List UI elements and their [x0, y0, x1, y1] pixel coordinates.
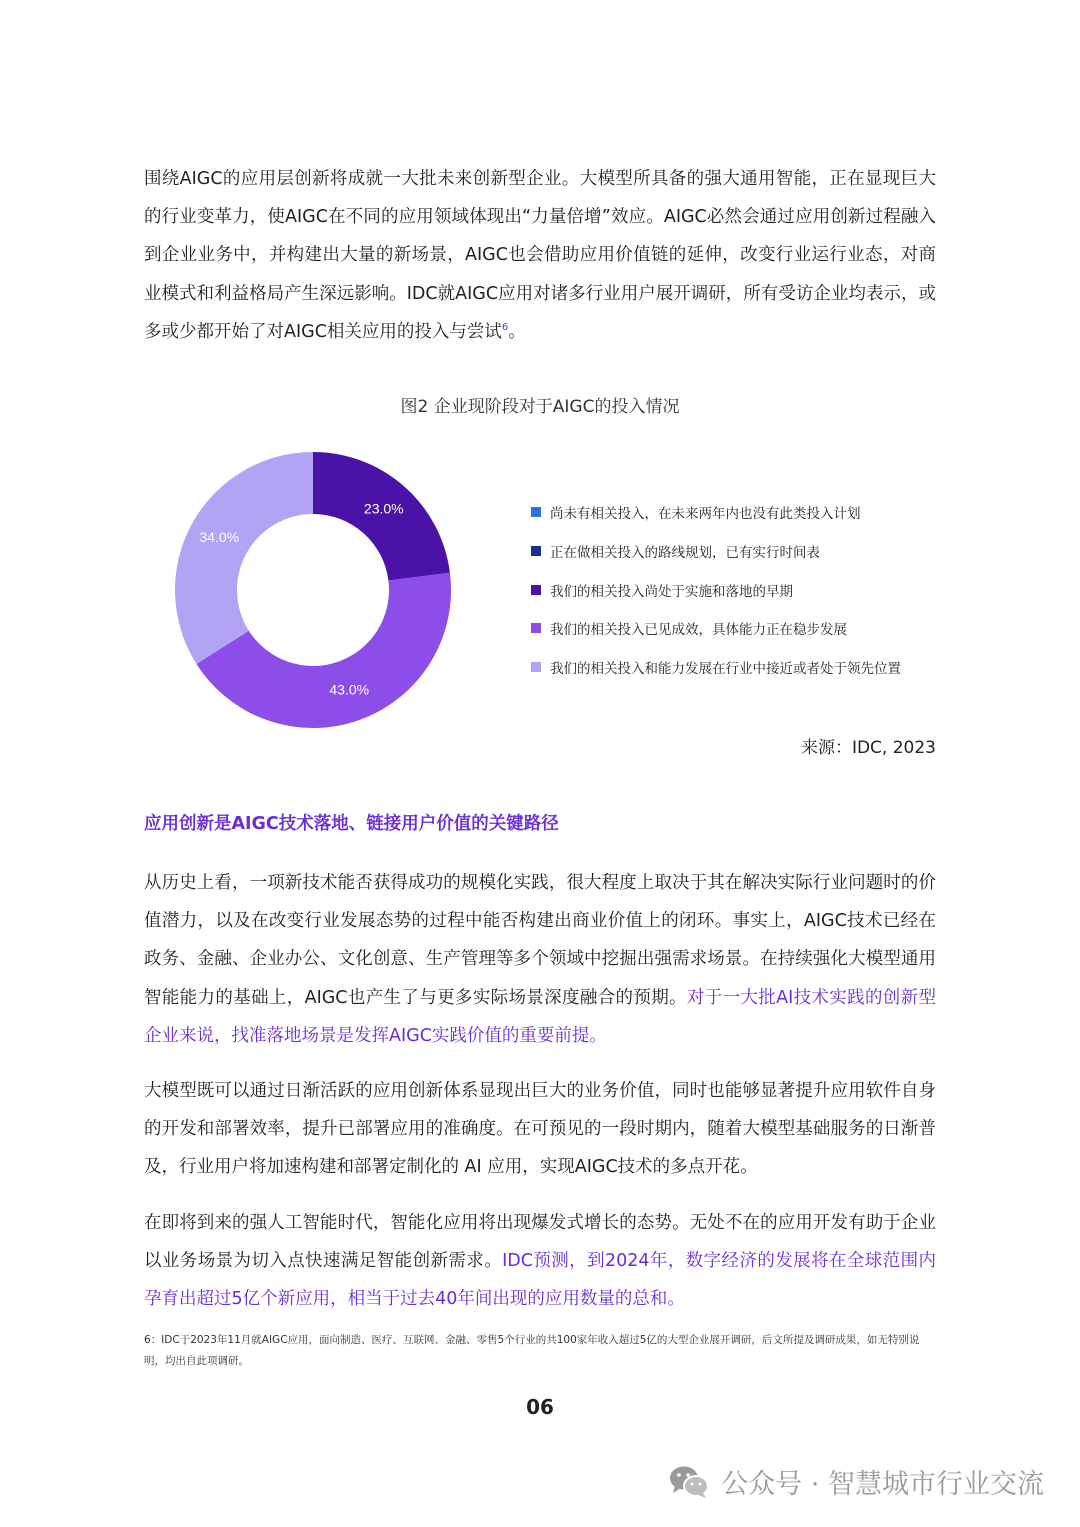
donut-slice: [175, 452, 313, 664]
page-number: 06: [526, 1395, 554, 1419]
legend-label: 我们的相关投入已见成效，具体能力正在稳步发展: [550, 622, 847, 639]
legend-swatch: [531, 662, 541, 672]
chart-legend: [531, 493, 901, 686]
legend-label: 我们的相关投入和能力发展在行业中接近或者处于领先位置: [550, 661, 901, 678]
legend-swatch: [531, 623, 541, 633]
section-paragraph-2: [144, 1072, 936, 1187]
paragraph-3-highlight: IDC预测，到2024年，数字经济的发展将在全球范围内孕育出超过5亿个新应用，相当于过去40年间出现的应用数量的总和。: [144, 1251, 937, 1310]
legend-item: [531, 609, 901, 648]
watermark: [669, 1462, 1044, 1501]
figure-source: 来源：IDC, 2023: [800, 738, 936, 758]
footnote-ref[interactable]: 6: [501, 321, 509, 333]
section-paragraph-3: [144, 1204, 936, 1319]
wechat-icon: [669, 1465, 709, 1499]
slice-value-label: 34.0%: [199, 529, 240, 546]
legend-item: [531, 570, 901, 609]
legend-swatch: [531, 585, 541, 595]
intro-paragraph: 围绕AIGC的应用层创新将成就一大批未来创新型企业。大模型所具备的强大通用智能，正在显现巨大的行业变革力，使AIGC在不同的应用领域体现出“力量倍增”效应。AIGC必然会通过应用创新过程融入到企业业务中，并构建出大量的新场景，AIGC也会借助应用价值链的延伸，改变行业运行业态，对商业模式和利益格局产生深远影响。IDC就AIGC应用对诸多行业用户展开调研，所有受访企业均表示，或多或少都开始了对AIGC相关应用的投入与尝试$^6$。: [144, 169, 936, 342]
legend-item: [531, 493, 901, 532]
slice-value-label: 23.0%: [363, 500, 404, 517]
paragraph-3-text: 在即将到来的强人工智能时代，智能化应用将出现爆发式增长的态势。无处不在的应用开发有助于企业以业务场景为切入点快速满足智能创新需求。: [144, 1213, 936, 1272]
donut-chart: [172, 449, 454, 731]
legend-item: [531, 532, 901, 571]
watermark-text: 公众号 · 智慧城市行业交流: [721, 1469, 1044, 1500]
paragraph-1-highlight: 对于一大批AI技术实践的创新型企业来说，找准落地场景是发挥AIGC实践价值的重要前提。: [144, 987, 936, 1046]
slice-value-label: 43.0%: [329, 681, 370, 698]
paragraph-1-text: 从历史上看，一项新技术能否获得成功的规模化实践，很大程度上取决于其在解决实际行业问题时的价值潜力，以及在改变行业发展态势的过程中能否构建出商业价值上的闭环。事实上，AIGC技术已经在政务、金融、企业办公、文化创意、生产管理等多个领域中挖掘出强需求场景。在持续强化大模型通用智能能力的基础上，AIGC也产生了与更多实际场景深度融合的预期。: [144, 873, 936, 1008]
section-paragraph-1: [144, 864, 936, 1055]
legend-swatch: [531, 546, 541, 556]
footnote: 6：IDC于2023年11月就AIGC应用，面向制造、医疗、互联网、金融、零售5个行业的共100家年收入超过5亿的大型企业展开调研，后文所提及调研成果，如无特别说明，均出自此项调研。: [144, 1334, 920, 1367]
legend-label: 尚未有相关投入，在未来两年内也没有此类投入计划: [550, 506, 861, 523]
intro-text: 围绕AIGC的应用层创新将成就一大批未来创新型企业。大模型所具备的强大通用智能，正在显现巨大的行业变革力，使AIGC在不同的应用领域体现出“力量倍增”效应。AIGC必然会通过应用创新过程融入到企业业务中，并构建出大量的新场景，AIGC也会借助应用价值链的延伸，改变行业运行业态，对商业模式和利益格局产生深远影响。IDC就AIGC应用对诸多行业用户展开调研，所有受访企业均表示，或多或少都开始了对AIGC相关应用的投入与尝试: [144, 169, 936, 342]
legend-label: 我们的相关投入尚处于实施和落地的早期: [550, 583, 793, 600]
legend-label: 正在做相关投入的路线规划，已有实行时间表: [550, 545, 820, 562]
section-heading: 应用创新是AIGC技术落地、链接用户价值的关键路径: [144, 814, 559, 834]
paragraph-2-text: 大模型既可以通过日渐活跃的应用创新体系显现出巨大的业务价值，同时也能够显著提升应用软件自身的开发和部署效率，提升已部署应用的准确度。在可预见的一段时期内，随着大模型基础服务的日渐普及，行业用户将加速构建和部署定制化的 AI 应用，实现AIGC技术的多点开花。: [144, 1081, 936, 1178]
figure-title: 图2 企业现阶段对于AIGC的投入情况: [400, 397, 680, 417]
legend-item: [531, 648, 901, 687]
legend-swatch: [531, 507, 541, 517]
